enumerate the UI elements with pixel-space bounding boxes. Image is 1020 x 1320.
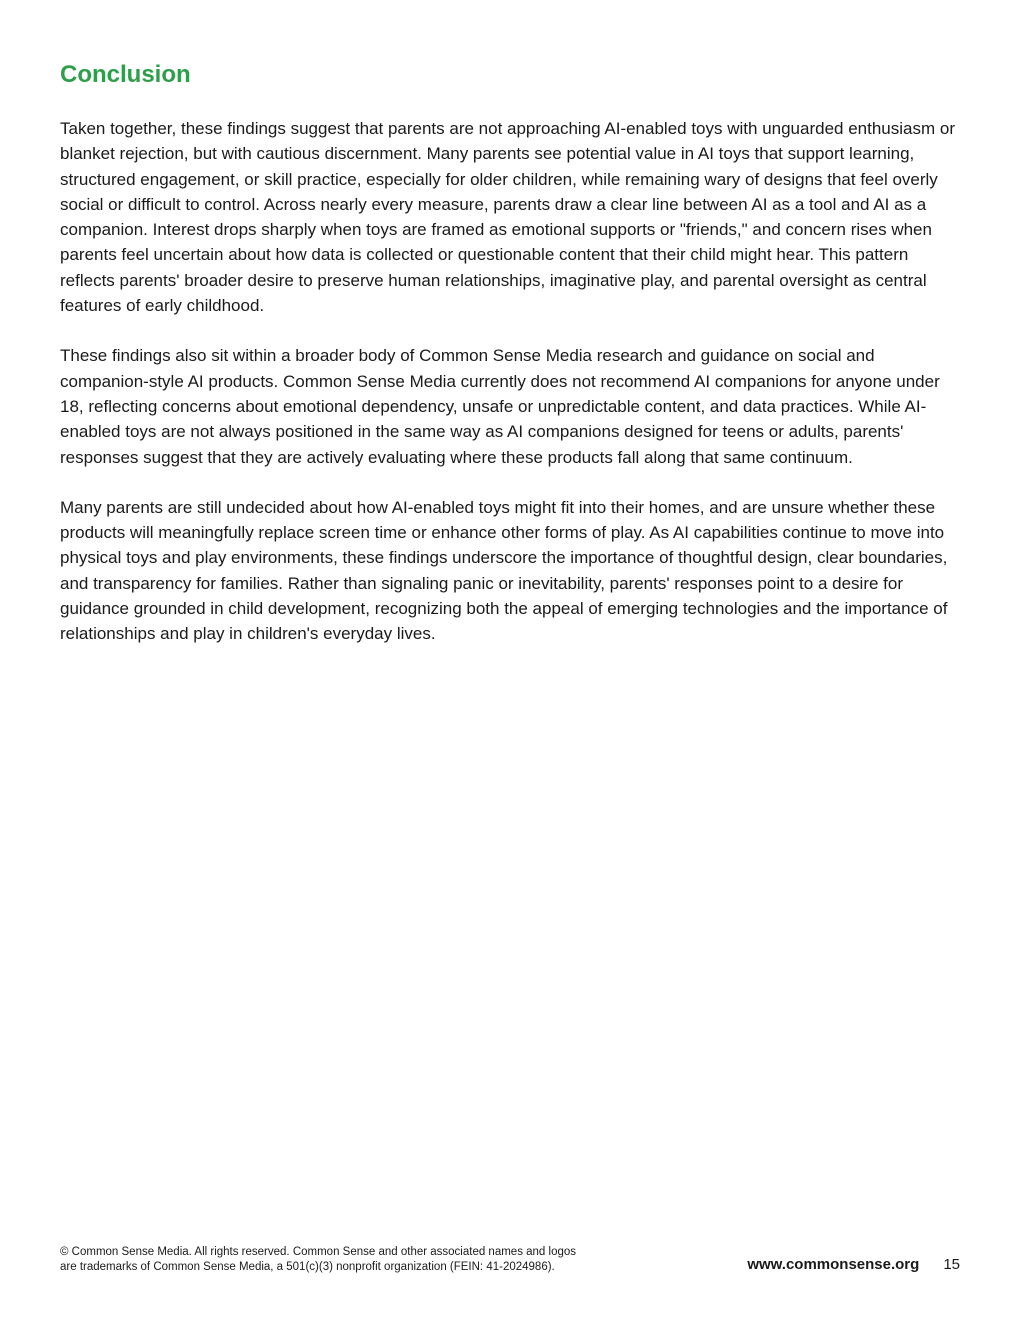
paragraph-1: Taken together, these findings suggest that parents are not approaching AI-enabled toys with unguarded enthusiasm or blanket rejection, but with cautious discernment. Many parents see potential value in AI toys that support learning, structured engagement, or skill practice, especially for older children, while remaining wary of designs that feel overly social or difficult to control. Across nearly every measure, parents draw a clear line between AI as a tool and AI as a companion. Interest drops sharply when toys are framed as emotional supports or "friends," and concern rises when parents feel uncertain about how data is collected or questionable content that their child might hear. This pattern reflects parents' broader desire to preserve human relationships, imaginative play, and parental oversight as central features of early childhood. <box>60 119 955 316</box>
paragraph-3: Many parents are still undecided about how AI-enabled toys might fit into their homes, and are unsure whether these products will meaningfully replace screen time or enhance other forms of play. As AI capabilities continue to move into physical toys and play environments, these findings underscore the importance of thoughtful design, clear boundaries, and transparency for families. Rather than signaling panic or inevitability, parents' responses point to a desire for guidance grounded in child development, recognizing both the appeal of emerging technologies and the importance of relationships and play in children's everyday lives. <box>60 497 948 644</box>
section-heading: Conclusion <box>60 61 191 88</box>
footer-right <box>747 1256 960 1273</box>
paragraph-2: These findings also sit within a broader body of Common Sense Media research and guidance on social and companion-style AI products. Common Sense Media currently does not recommend AI companions for anyone under 18, reflecting concerns about emotional dependency, unsafe or unpredictable content, and data practices. While AI-enabled toys are not always positioned in the same way as AI companions designed for teens or adults, parents' responses suggest that they are actively evaluating where these products fall along that same continuum. <box>60 346 940 467</box>
copyright-notice <box>60 1245 620 1275</box>
body-text <box>60 116 960 647</box>
copyright-line-2: are trademarks of Common Sense Media, a 501(c)(3) nonprofit organization (FEIN: 41-2024986). <box>60 1261 555 1273</box>
copyright-line-1: © Common Sense Media. All rights reserved. Common Sense and other associated names and logos <box>60 1246 577 1258</box>
website-link[interactable]: www.commonsense.org <box>747 1256 920 1273</box>
page-footer <box>60 1245 960 1281</box>
document-page <box>60 60 960 672</box>
page-number: 15 <box>943 1256 960 1273</box>
